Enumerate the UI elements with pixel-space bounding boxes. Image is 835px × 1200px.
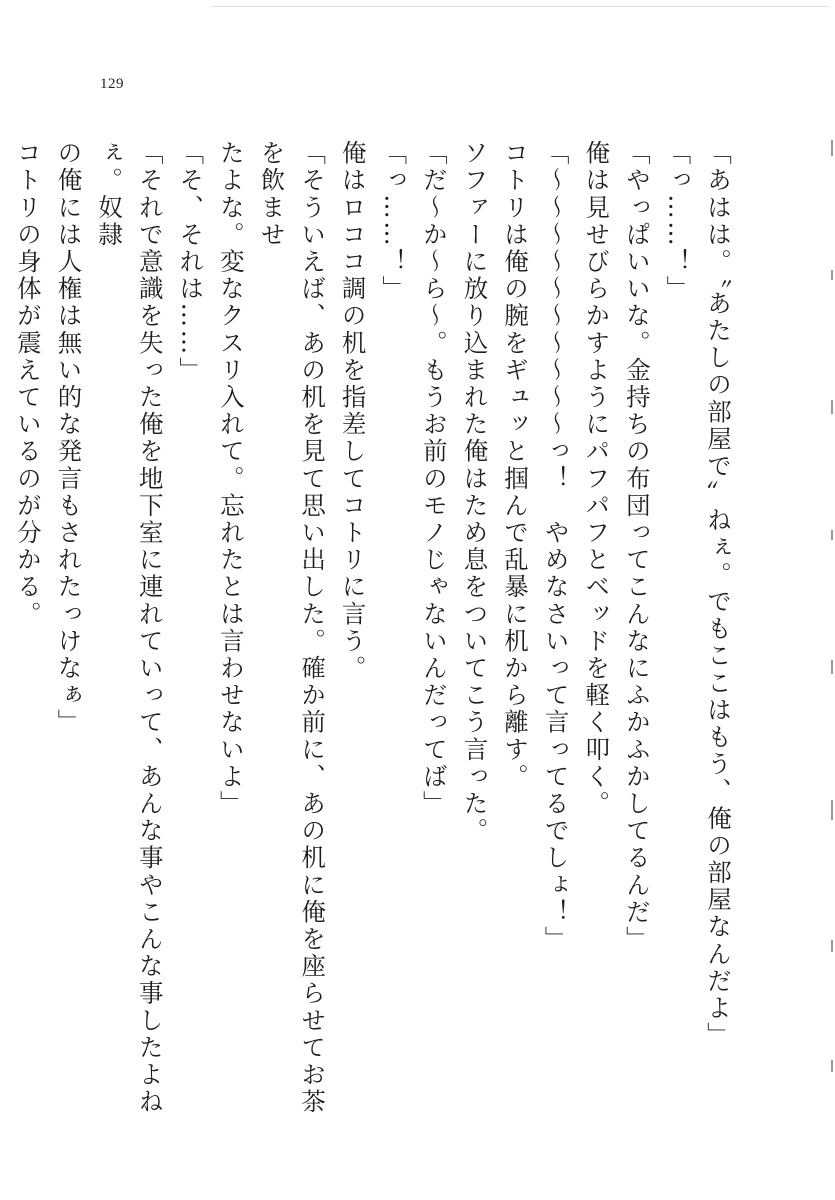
text-line: 「それで意識を失った俺を地下室に連れていって、あんな事やこんな事したよねぇ。奴隷: [95, 140, 165, 1116]
scan-edge-mark: [831, 1060, 833, 1072]
text-line: の俺には人権は無い的な発言もされたっけなぁ」: [54, 140, 84, 737]
text-line: 「っ……！」: [663, 140, 693, 303]
text-line: 「あはは。〝あたしの部屋で〟ねぇ。でもここはもう、俺の部屋なんだよ」: [704, 140, 733, 1050]
text-line: 「そ、それは……」: [176, 140, 206, 384]
text-line: 「っ……！」: [379, 140, 409, 303]
scan-edge-mark: [831, 660, 833, 674]
text-line: ソファーに放り込まれた俺はため息をついてこう言った。: [460, 140, 490, 845]
scan-edge-mark: [831, 800, 833, 820]
scan-edge-mark: [831, 530, 833, 540]
text-line: 俺は見せびらかすようにパフパフとベッドを軽く叩く。: [582, 140, 612, 818]
scan-edge-mark: [831, 270, 833, 280]
scan-edge-line: [210, 6, 830, 7]
text-line: 俺はロココ調の机を指差してコトリに言う。: [338, 140, 368, 682]
scan-edge-mark: [831, 940, 833, 952]
scan-edge-mark: [831, 140, 833, 156]
text-line: たよな。変なクスリ入れて。忘れたとは言わせないよ」: [216, 140, 246, 818]
text-line: 「～～～～～～～～～～っ！ やめなさいって言ってるでしょ！」: [541, 140, 571, 953]
text-line: コトリは俺の腕をギュッと掴んで乱暴に机から離す。: [501, 140, 531, 791]
text-line: 「だ～か～ら～。もうお前のモノじゃないんだってば」: [419, 140, 449, 818]
vertical-text-body: [13, 140, 738, 1140]
text-line: コトリの身体が震えているのが分かる。: [13, 140, 43, 628]
scan-edge-mark: [831, 400, 833, 414]
page-number: 129: [100, 76, 124, 92]
text-line: 「やっぱいいな。金持ちの布団ってこんなにふかふかしてるんだ」: [622, 140, 652, 953]
text-line: 「そういえば、あの机を見て思い出した。確か前に、あの机に俺を座らせてお茶を飲ませ: [257, 140, 328, 1116]
